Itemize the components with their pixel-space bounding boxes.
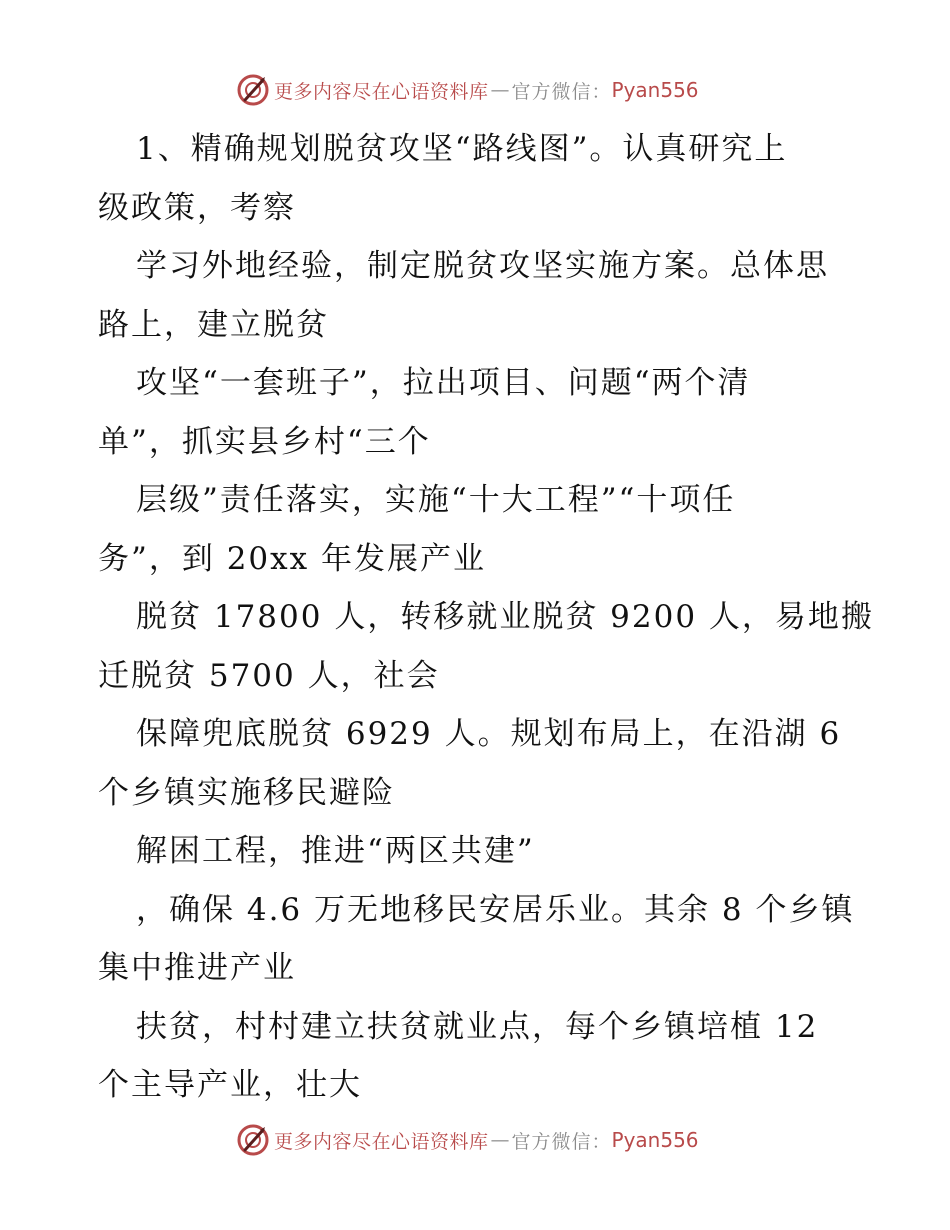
text-line: 扶贫，村村建立扶贫就业点，每个乡镇培植 12 [136, 1008, 819, 1045]
brand-logo-icon [236, 1123, 270, 1157]
text-line: 保障兜底脱贫 6929 人。规划布局上，在沿湖 6 [136, 716, 842, 752]
watermark-wechat-label: 官方微信： [511, 1130, 612, 1153]
text-line: 路上，建立脱贫 [98, 306, 329, 343]
watermark-dash: — [490, 79, 510, 101]
watermark-wechat-label: 官方微信： [511, 80, 612, 103]
text-line: 1、精确规划脱贫攻坚“路线图”。认真研究上 [136, 131, 788, 167]
text-line: 攻坚“一套班子”，拉出项目、问题“两个清 [136, 365, 751, 401]
text-line: 务”，到 20xx 年发展产业 [98, 540, 486, 577]
header-watermark [236, 72, 699, 108]
text-line: 脱贫 17800 人，转移就业脱贫 9200 人，易地搬 [136, 599, 874, 635]
watermark-site-name: 更多内容尽在心语资料库 [274, 1130, 489, 1153]
text-line: 层级”责任落实，实施“十大工程”“十项任 [136, 482, 736, 518]
brand-logo-icon [236, 73, 270, 107]
text-line: 解困工程，推进“两区共建” [136, 833, 535, 869]
watermark-dash: — [490, 1129, 510, 1151]
text-line: 集中推进产业 [98, 950, 296, 986]
watermark-wechat-id: Pyan556 [611, 1128, 699, 1152]
text-line: 学习外地经验，制定脱贫攻坚实施方案。总体思 [136, 248, 829, 284]
text-line: 个乡镇实施移民避险 [98, 774, 395, 811]
text-line: 个主导产业，壮大 [98, 1067, 362, 1103]
text-line: 迁脱贫 5700 人，社会 [98, 657, 440, 694]
document-body [98, 120, 874, 1115]
text-line: 级政策，考察 [98, 189, 296, 226]
footer-watermark [236, 1122, 699, 1158]
text-line: ，确保 4.6 万无地移民安居乐业。其余 8 个乡镇 [136, 891, 855, 928]
watermark-site-name: 更多内容尽在心语资料库 [274, 80, 489, 103]
watermark-wechat-id: Pyan556 [611, 78, 699, 102]
text-line: 单”，抓实县乡村“三个 [98, 423, 431, 460]
